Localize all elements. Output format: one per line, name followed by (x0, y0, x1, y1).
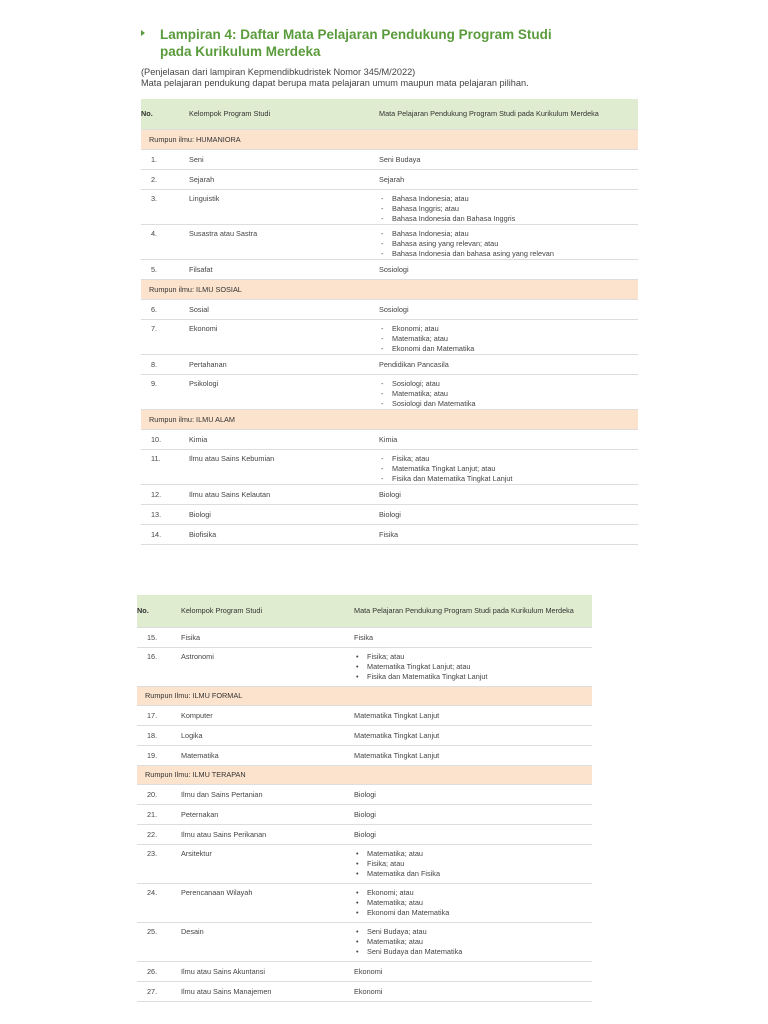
mapel-list-item: • Seni Budaya; atau (354, 927, 592, 937)
row-number: 7. (141, 320, 189, 355)
header-no: No. (137, 595, 181, 628)
table-row (137, 845, 592, 884)
table-row (137, 648, 592, 687)
table-row (141, 260, 638, 280)
row-kelompok: Peternakan (181, 805, 354, 825)
row-number: 6. (141, 300, 189, 320)
mapel-list-item: - Ekonomi dan Matematika (379, 344, 638, 354)
row-kelompok: Biologi (189, 505, 379, 525)
row-number: 8. (141, 355, 189, 375)
mapel-list-item: - Matematika; atau (379, 389, 638, 399)
row-kelompok: Matematika (181, 746, 354, 766)
table-row (141, 355, 638, 375)
row-number: 23. (137, 845, 181, 884)
mapel-list-item: • Fisika dan Matematika Tingkat Lanjut (354, 672, 592, 682)
mapel-list (379, 229, 638, 259)
arrow-bullet-icon (141, 30, 145, 36)
table-row (137, 825, 592, 845)
header-kelompok: Kelompok Program Studi (181, 595, 354, 628)
table-row (137, 962, 592, 982)
row-mapel (354, 923, 592, 962)
group-label: Rumpun ilmu: HUMANIORA (141, 130, 638, 150)
row-mapel: Fisika (379, 525, 638, 545)
page-heading (141, 26, 641, 60)
header-mapel: Mata Pelajaran Pendukung Program Studi pada Kurikulum Merdeka (379, 99, 638, 130)
mapel-list-item: • Matematika dan Fisika (354, 869, 592, 879)
row-kelompok: Seni (189, 150, 379, 170)
group-row (137, 766, 592, 785)
mapel-list-item: • Ekonomi dan Matematika (354, 908, 592, 918)
row-mapel: Fisika (354, 628, 592, 648)
row-number: 14. (141, 525, 189, 545)
mapel-list-item: - Matematika Tingkat Lanjut; atau (379, 464, 638, 474)
row-mapel (379, 225, 638, 260)
table-row (141, 430, 638, 450)
table-row (141, 190, 638, 225)
row-number: 3. (141, 190, 189, 225)
mapel-list (379, 454, 638, 484)
row-mapel: Pendidikan Pancasila (379, 355, 638, 375)
row-number: 21. (137, 805, 181, 825)
row-kelompok: Pertahanan (189, 355, 379, 375)
row-mapel: Sosiologi (379, 260, 638, 280)
row-number: 11. (141, 450, 189, 485)
group-label: Rumpun Ilmu: ILMU FORMAL (137, 687, 592, 706)
group-label: Rumpun ilmu: ILMU SOSIAL (141, 280, 638, 300)
table-row (137, 706, 592, 726)
row-mapel: Biologi (354, 785, 592, 805)
table-row (141, 320, 638, 355)
mapel-list-item: • Fisika; atau (354, 859, 592, 869)
row-number: 17. (137, 706, 181, 726)
table-header-row (137, 595, 592, 628)
row-number: 4. (141, 225, 189, 260)
row-mapel: Matematika Tingkat Lanjut (354, 706, 592, 726)
mapel-list (379, 324, 638, 354)
row-kelompok: Sosial (189, 300, 379, 320)
mapel-list-item: - Matematika; atau (379, 334, 638, 344)
row-kelompok: Kimia (189, 430, 379, 450)
row-mapel (379, 190, 638, 225)
heading-line-1: Lampiran 4: Daftar Mata Pelajaran Pendukung Program Studi (160, 27, 552, 42)
table-row (137, 628, 592, 648)
row-number: 18. (137, 726, 181, 746)
mapel-list (354, 652, 592, 682)
table-row (141, 150, 638, 170)
row-kelompok: Astronomi (181, 648, 354, 687)
row-kelompok: Susastra atau Sastra (189, 225, 379, 260)
mapel-list (379, 379, 638, 409)
row-mapel (379, 375, 638, 410)
mapel-list (354, 888, 592, 918)
row-number: 15. (137, 628, 181, 648)
row-mapel: Matematika Tingkat Lanjut (354, 746, 592, 766)
row-kelompok: Ekonomi (189, 320, 379, 355)
table-header-row (141, 99, 638, 130)
row-kelompok: Komputer (181, 706, 354, 726)
mapel-list-item: • Ekonomi; atau (354, 888, 592, 898)
row-number: 26. (137, 962, 181, 982)
heading-line-2: pada Kurikulum Merdeka (160, 44, 321, 59)
table-row (141, 300, 638, 320)
row-number: 19. (137, 746, 181, 766)
row-mapel: Seni Budaya (379, 150, 638, 170)
intro-text (141, 67, 641, 89)
table-row (137, 785, 592, 805)
group-row (137, 687, 592, 706)
mapel-list-item: - Bahasa Indonesia dan bahasa asing yang relevan (379, 249, 638, 259)
row-kelompok: Logika (181, 726, 354, 746)
table-row (137, 746, 592, 766)
row-number: 27. (137, 982, 181, 1002)
row-number: 12. (141, 485, 189, 505)
mapel-list-item: - Sosiologi; atau (379, 379, 638, 389)
mapel-list (354, 849, 592, 879)
row-kelompok: Fisika (181, 628, 354, 648)
mapel-list-item: • Matematika; atau (354, 898, 592, 908)
table-row (141, 450, 638, 485)
header-kelompok: Kelompok Program Studi (189, 99, 379, 130)
row-number: 1. (141, 150, 189, 170)
table-row (141, 485, 638, 505)
mapel-list-item: - Ekonomi; atau (379, 324, 638, 334)
subject-table-1 (141, 99, 638, 545)
row-number: 10. (141, 430, 189, 450)
table-row (137, 884, 592, 923)
mapel-list (354, 927, 592, 957)
row-kelompok: Ilmu atau Sains Kelautan (189, 485, 379, 505)
row-mapel: Sosiologi (379, 300, 638, 320)
mapel-list-item: - Fisika dan Matematika Tingkat Lanjut (379, 474, 638, 484)
row-mapel: Ekonomi (354, 962, 592, 982)
row-kelompok: Filsafat (189, 260, 379, 280)
mapel-list-item: - Bahasa Inggris; atau (379, 204, 638, 214)
row-number: 2. (141, 170, 189, 190)
row-kelompok: Sejarah (189, 170, 379, 190)
row-mapel: Ekonomi (354, 982, 592, 1002)
mapel-list-item: - Bahasa asing yang relevan; atau (379, 239, 638, 249)
group-label: Rumpun Ilmu: ILMU TERAPAN (137, 766, 592, 785)
table-row (137, 982, 592, 1002)
table-row (141, 225, 638, 260)
row-kelompok: Perencanaan Wilayah (181, 884, 354, 923)
row-number: 20. (137, 785, 181, 805)
mapel-list-item: • Matematika Tingkat Lanjut; atau (354, 662, 592, 672)
table-row (137, 726, 592, 746)
row-number: 24. (137, 884, 181, 923)
row-mapel: Matematika Tingkat Lanjut (354, 726, 592, 746)
row-mapel: Kimia (379, 430, 638, 450)
row-kelompok: Linguistik (189, 190, 379, 225)
row-mapel (354, 648, 592, 687)
row-mapel (354, 884, 592, 923)
row-number: 25. (137, 923, 181, 962)
mapel-list-item: • Fisika; atau (354, 652, 592, 662)
table-row (141, 525, 638, 545)
mapel-list (379, 194, 638, 224)
header-no: No. (141, 99, 189, 130)
header-mapel: Mata Pelajaran Pendukung Program Studi pada Kurikulum Merdeka (354, 595, 592, 628)
row-kelompok: Ilmu atau Sains Manajemen (181, 982, 354, 1002)
row-mapel (379, 450, 638, 485)
mapel-list-item: • Seni Budaya dan Matematika (354, 947, 592, 957)
row-kelompok: Ilmu atau Sains Perikanan (181, 825, 354, 845)
group-row (141, 280, 638, 300)
row-number: 22. (137, 825, 181, 845)
table-row (137, 923, 592, 962)
row-kelompok: Desain (181, 923, 354, 962)
row-number: 16. (137, 648, 181, 687)
row-mapel: Sejarah (379, 170, 638, 190)
mapel-list-item: - Bahasa Indonesia dan Bahasa Inggris (379, 214, 638, 224)
table-row (141, 505, 638, 525)
mapel-list-item: - Bahasa Indonesia; atau (379, 229, 638, 239)
row-mapel: Biologi (354, 825, 592, 845)
row-number: 13. (141, 505, 189, 525)
row-mapel: Biologi (379, 485, 638, 505)
row-kelompok: Ilmu atau Sains Kebumian (189, 450, 379, 485)
row-mapel (379, 320, 638, 355)
table-row (141, 375, 638, 410)
mapel-list-item: - Sosiologi dan Matematika (379, 399, 638, 409)
group-row (141, 410, 638, 430)
row-kelompok: Psikologi (189, 375, 379, 410)
mapel-list-item: - Fisika; atau (379, 454, 638, 464)
row-number: 5. (141, 260, 189, 280)
intro-line-2: Mata pelajaran pendukung dapat berupa mata pelajaran umum maupun mata pelajaran pilihan. (141, 78, 529, 88)
intro-line-1: (Penjelasan dari lampiran Kepmendibkudristek Nomor 345/M/2022) (141, 67, 416, 77)
group-row (141, 130, 638, 150)
row-mapel: Biologi (379, 505, 638, 525)
mapel-list-item: • Matematika; atau (354, 937, 592, 947)
row-mapel: Biologi (354, 805, 592, 825)
table-row (141, 170, 638, 190)
mapel-list-item: • Matematika; atau (354, 849, 592, 859)
row-number: 9. (141, 375, 189, 410)
mapel-list-item: - Bahasa Indonesia; atau (379, 194, 638, 204)
table-row (137, 805, 592, 825)
row-kelompok: Ilmu dan Sains Pertanian (181, 785, 354, 805)
row-kelompok: Biofisika (189, 525, 379, 545)
row-kelompok: Ilmu atau Sains Akuntansi (181, 962, 354, 982)
row-mapel (354, 845, 592, 884)
subject-table-2 (137, 595, 592, 1002)
row-kelompok: Arsitektur (181, 845, 354, 884)
group-label: Rumpun ilmu: ILMU ALAM (141, 410, 638, 430)
